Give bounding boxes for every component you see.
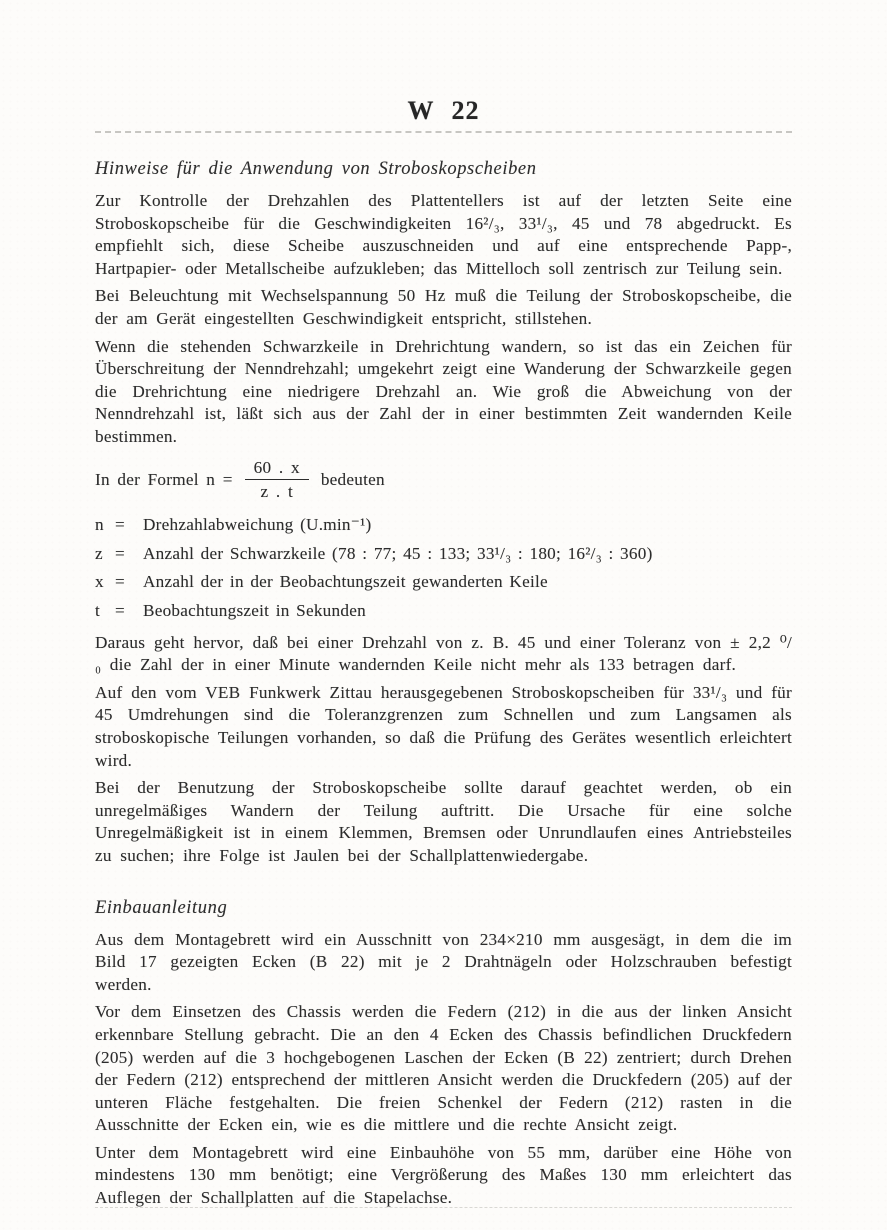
definition-term: z: [95, 543, 103, 563]
header-rule: [95, 131, 792, 133]
formula-suffix: bedeuten: [320, 469, 385, 489]
definition-row-t: [95, 600, 792, 622]
fraction-numerator: 60 . x: [245, 458, 309, 481]
definition-description: Drehzahlabweichung (U.min⁻¹): [143, 515, 372, 535]
paragraph-strobo-4: Daraus geht hervor, daß bei einer Drehzahl von z. B. 45 und einer Toleranz von ± 2,2 ⁰/₀ die Zahl der in einer Minute wandernden Keile nicht mehr als 133 betragen darf.: [95, 632, 792, 675]
definition-description: Beobachtungszeit in Sekunden: [143, 600, 366, 620]
definition-term: x: [95, 572, 104, 592]
equals-sign: =: [115, 572, 125, 592]
equals-sign: =: [115, 515, 125, 535]
definition-description: Anzahl der in der Beobachtungszeit gewanderten Keile: [143, 572, 548, 592]
formula-prefix: In der Formel n =: [95, 469, 233, 489]
equals-sign: =: [115, 543, 125, 563]
definition-term: n: [95, 515, 104, 535]
definition-row-x: [95, 571, 792, 593]
paragraph-strobo-5: Auf den vom VEB Funkwerk Zittau herausgegebenen Stroboskopscheiben für 33¹/₃ und für 45 Umdrehungen sind die Toleranzgrenzen zum Schnellen und zum Langsamen als stroboskopische Teilungen vorhanden, so daß die Prüfung des Gerätes wesentlich erleichtert wird.: [95, 682, 792, 770]
equals-sign: =: [115, 600, 125, 620]
fraction-denominator: z . t: [260, 482, 293, 502]
paragraph-strobo-1: Zur Kontrolle der Drehzahlen des Plattentellers ist auf der letzten Seite eine Stroboskopscheibe für die Geschwindigkeiten 16²/₃, 33¹/₃, 45 und 78 abgedruckt. Es empfiehlt sich, diese Scheibe auszuschneiden und auf eine entsprechende Papp-, Hartpapier- oder Metallscheibe aufzukleben; das Mittelloch soll zentrisch zur Teilung sein.: [95, 191, 792, 278]
paragraph-einbau-1: Aus dem Montagebrett wird ein Ausschnitt von 234×210 mm ausgesägt, in dem die im Bild 17 gezeigten Ecken (B 22) mit je 2 Drahtnägeln oder Holzschrauben befestigt werden.: [95, 929, 792, 994]
speed-deviation-formula: [95, 458, 792, 503]
definition-term: t: [95, 600, 101, 620]
paragraph-strobo-2: Bei Beleuchtung mit Wechselspannung 50 Hz muß die Teilung der Stroboskopscheibe, die der am Gerät eingestellten Geschwindigkeit entspricht, stillstehen.: [95, 286, 792, 328]
paragraph-einbau-3: Unter dem Montagebrett wird eine Einbauhöhe von 55 mm, darüber eine Höhe von mindestens 130 mm benötigt; eine Vergrößerung des Maßes 130 mm erleichtert das Auflegen der Schallplatten auf die Stapelachse.: [95, 1142, 792, 1208]
formula-fraction: [245, 458, 309, 503]
paragraph-strobo-3: Wenn die stehenden Schwarzkeile in Drehrichtung wandern, so ist das ein Zeichen für Überschreitung der Nenndrehzahl; umgekehrt zeigt eine Wanderung der Schwarzkeile gegen die Drehrichtung eine niedrigere Drehzahl an. Wie groß die Abweichung von der Nenndrehzahl ist, läßt sich aus der Zahl der in einer bestimmten Zeit wandernden Keile bestimmen.: [95, 336, 792, 446]
definition-description: Anzahl der Schwarzkeile (78 : 77; 45 : 133; 33¹/₃ : 180; 16²/₃ : 360): [143, 543, 653, 563]
section-heading-stroboskopscheiben: Hinweise für die Anwendung von Stroboskopscheiben: [95, 159, 537, 179]
paragraph-strobo-6: Bei der Benutzung der Stroboskopscheibe sollte darauf geachtet werden, ob ein unregelmäßiges Wandern der Teilung auftritt. Die Ursache für eine solche Unregelmäßigkeit ist in einem Klemmen, Bremsen oder Unrundlaufen eines Antriebsteiles zu suchen; ihre Folge ist Jaulen bei der Schallplattenwiedergabe.: [95, 778, 792, 865]
symbol-definition-list: [95, 514, 792, 622]
paragraph-einbau-2: Vor dem Einsetzen des Chassis werden die Federn (212) in die aus der linken Ansicht erkennbare Stellung gebracht. Die an den 4 Ecken des Chassis befindlichen Druckfedern (205) werden auf die 3 hochgebogenen Laschen der Ecken (B 22) zentriert; durch Drehen der Federn (212) entsprechend der mittleren Ansicht werden die Druckfedern (205) auf der unteren Fläche festgehalten. Die freien Schenkel der Federn (212) rasten in die Ausschnitte der Ecken ein, wie es die mittlere und die rechte Ansicht zeigt.: [95, 1002, 792, 1135]
footer-rule: [95, 1207, 792, 1208]
section-heading-einbauanleitung: Einbauanleitung: [95, 897, 228, 918]
text-column: [95, 0, 792, 1210]
definition-row-z: [95, 543, 792, 565]
page-code-heading: W 22: [407, 96, 480, 125]
definition-row-n: [95, 514, 792, 536]
